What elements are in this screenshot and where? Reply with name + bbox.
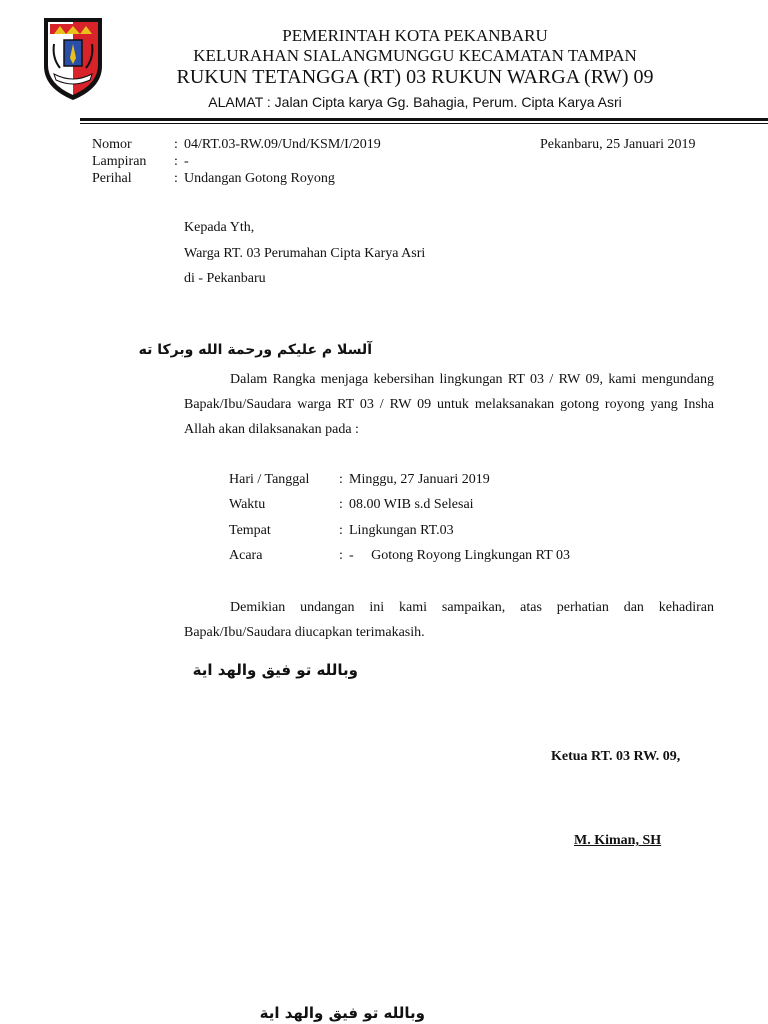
detail-value: Lingkungan RT.03 <box>349 523 454 538</box>
header-government: PEMERINTAH KOTA PEKANBARU <box>282 26 548 45</box>
letter-date: Pekanbaru, 25 Januari 2019 <box>540 137 696 152</box>
detail-separator: : <box>339 548 343 563</box>
detail-label: Acara <box>229 548 263 563</box>
detail-separator: : <box>339 523 343 538</box>
body-paragraph-2 <box>184 595 714 645</box>
recipient-line-3: di - Pekanbaru <box>184 271 266 286</box>
detail-separator: : <box>339 472 343 487</box>
greeting-arabic: آلسلا م عليكم ورحمة الله وبركا ته <box>138 342 372 358</box>
detail-separator: : <box>339 497 343 512</box>
closing-arabic: وبالله تو فيق والهد اية <box>192 661 358 679</box>
recipient-line-1: Kepada Yth, <box>184 220 255 235</box>
signature-name: M. Kiman, SH <box>574 833 662 848</box>
detail-label: Hari / Tanggal <box>229 472 310 487</box>
signature-title: Ketua RT. 03 RW. 09, <box>551 749 681 764</box>
detail-row-waktu <box>229 497 474 513</box>
header-rt-rw: RUKUN TETANGGA (RT) 03 RUKUN WARGA (RW) 09 <box>176 66 654 88</box>
meta-lampiran-value: - <box>184 154 189 169</box>
meta-nomor-value: 04/RT.03-RW.09/Und/KSM/I/2019 <box>184 137 381 152</box>
meta-nomor-label: Nomor <box>92 137 132 152</box>
detail-value: Minggu, 27 Januari 2019 <box>349 472 490 487</box>
city-crest-icon <box>40 14 106 102</box>
detail-label: Waktu <box>229 497 266 512</box>
meta-nomor <box>92 137 381 153</box>
meta-separator: : <box>174 154 178 169</box>
detail-value: 08.00 WIB s.d Selesai <box>349 497 474 512</box>
meta-lampiran <box>92 154 189 170</box>
detail-value: - Gotong Royong Lingkungan RT 03 <box>349 548 570 563</box>
body-paragraph-1 <box>184 367 714 442</box>
footer-arabic: وبالله تو فيق والهد اية <box>259 1004 425 1022</box>
meta-lampiran-label: Lampiran <box>92 154 147 169</box>
body-paragraph-2-text: Demikian undangan ini kami sampaikan, atas perhatian dan kehadiran Bapak/Ibu/Saudara diucapkan terimakasih. <box>184 600 714 640</box>
meta-perihal-value: Undangan Gotong Royong <box>184 171 335 186</box>
body-paragraph-1-text: Dalam Rangka menjaga kebersihan lingkungan RT 03 / RW 09, kami mengundang Bapak/Ibu/Saudara warga RT 03 / RW 09 untuk melaksanakan gotong royong yang Insha Allah akan dilaksanakan pada : <box>184 372 714 437</box>
meta-perihal <box>92 171 335 187</box>
header-divider-thick <box>80 118 768 121</box>
detail-row-acara <box>229 548 570 564</box>
header-kelurahan: KELURAHAN SIALANGMUNGGU KECAMATAN TAMPAN <box>193 46 637 65</box>
meta-perihal-label: Perihal <box>92 171 132 186</box>
detail-label: Tempat <box>229 523 271 538</box>
recipient-line-2: Warga RT. 03 Perumahan Cipta Karya Asri <box>184 246 426 261</box>
detail-row-tempat <box>229 523 454 539</box>
meta-separator: : <box>174 137 178 152</box>
header-divider-thin <box>80 123 768 124</box>
meta-separator: : <box>174 171 178 186</box>
header-address: ALAMAT : Jalan Cipta karya Gg. Bahagia, Perum. Cipta Karya Asri <box>208 94 622 110</box>
detail-row-hari <box>229 472 490 488</box>
